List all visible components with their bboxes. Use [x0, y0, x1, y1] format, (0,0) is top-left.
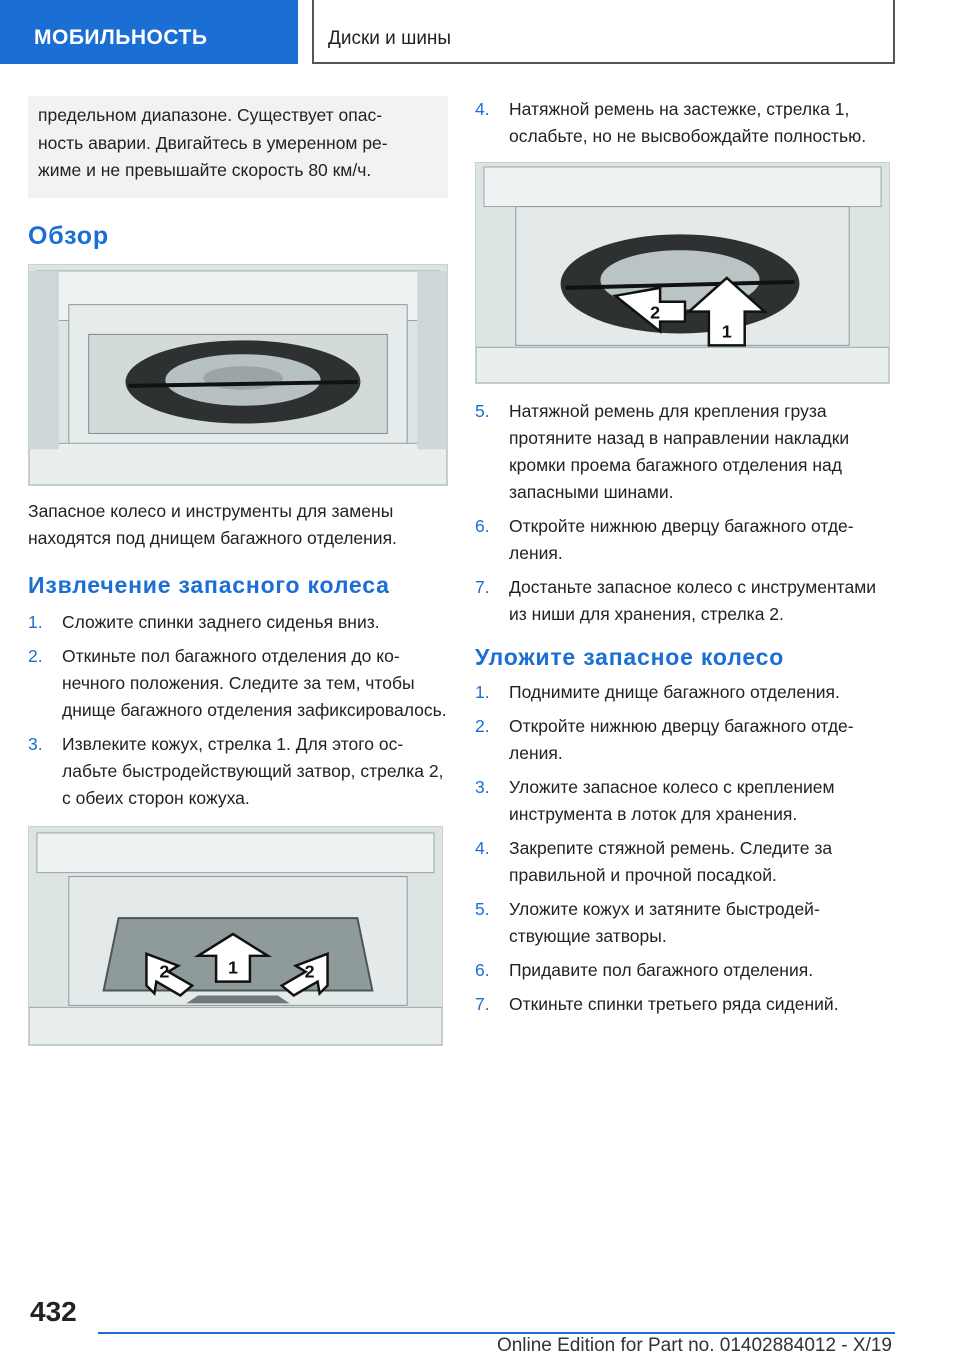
step-text: Откиньте пол багажного отделения до конечного положения. Следите за тем, чтобы днище багажного отделения зафиксировалось. [62, 646, 447, 720]
step-number: 4. [475, 99, 490, 119]
strap-arrow-label-2: 2 [650, 302, 661, 323]
step-text: Откройте нижнюю дверцу багажного отделения. [509, 716, 854, 763]
overview-heading: Обзор [28, 222, 109, 250]
step-text: Достаньте запасное колесо с инструментами из ниши для хранения, стрелка 2. [509, 577, 876, 624]
warning-line: ность аварии. Двигайтесь в умеренном ре- [38, 132, 388, 153]
warning-line: предельном диапазоне. Существует опас- [38, 105, 383, 125]
step-text: Придавите пол багажного отделения. [509, 960, 814, 980]
step-text: Закрепите стяжной ремень. Следите за правильной и прочной посадкой. [509, 838, 833, 885]
step-text: Натяжной ремень на застежке, стрелка 1, ослабьте, но не высвобождайте полностью. [509, 99, 867, 146]
list-item [28, 643, 448, 724]
step-number: 7. [475, 994, 490, 1014]
step-number: 2. [28, 646, 43, 666]
section-title: МОБИЛЬНОСТЬ [34, 26, 208, 49]
footer-divider [98, 1332, 895, 1334]
removal-steps-continued-2 [475, 398, 895, 628]
step-number: 6. [475, 960, 490, 980]
figure-cover-removal [28, 826, 443, 1046]
warning-line: жиме и не превышайте скорость 80 км/ч. [38, 160, 372, 180]
strap-release-illustration [476, 163, 889, 383]
step-number: 1. [28, 612, 43, 632]
list-item [475, 574, 895, 628]
arrow-label-1: 1 [228, 957, 238, 978]
step-number: 5. [475, 899, 490, 919]
step-text: Поднимите днище багажного отделения. [509, 682, 840, 702]
stow-heading: Уложите запасное колесо [475, 644, 785, 670]
step-number: 4. [475, 838, 490, 858]
list-item [28, 731, 448, 812]
step-text: Натяжной ремень для крепления груза протяните назад в направлении накладки кромки проема багажного отделения над запасными шинами. [509, 401, 850, 502]
list-item [475, 513, 895, 567]
warning-box [28, 96, 448, 198]
step-number: 1. [475, 682, 490, 702]
list-item [475, 957, 895, 984]
right-column [475, 96, 895, 1025]
figure-overview [28, 264, 448, 486]
step-number: 5. [475, 401, 490, 421]
step-text: Откройте нижнюю дверцу багажного отделения. [509, 516, 854, 563]
step-number: 2. [475, 716, 490, 736]
trunk-spare-wheel-illustration [29, 265, 447, 485]
step-number: 6. [475, 516, 490, 536]
step-text: Откиньте спинки третьего ряда сидений. [509, 994, 839, 1014]
list-item [475, 398, 895, 506]
arrow-label-2-left: 2 [159, 961, 170, 982]
step-text: Уложите запасное колесо с креплением инструмента в лоток для хранения. [509, 777, 835, 824]
left-column [28, 96, 448, 1046]
step-text: Уложите кожух и затяните быстродействующие затворы. [509, 899, 820, 946]
step-number: 3. [28, 734, 43, 754]
figure-strap [475, 162, 890, 384]
chapter-header [312, 0, 895, 64]
page-number: 432 [30, 1296, 77, 1327]
strap-arrow-label-1: 1 [721, 321, 732, 342]
list-item [475, 713, 895, 767]
cover-removal-illustration [29, 827, 442, 1045]
removal-heading: Извлечение запасного колеса [28, 572, 390, 598]
step-number: 7. [475, 577, 490, 597]
chapter-title: Диски и шины [328, 28, 452, 49]
list-item [475, 896, 895, 950]
list-item [475, 679, 895, 706]
step-text: Извлеките кожух, стрелка 1. Для этого ослабьте быстродействующий затвор, стрелка 2, с обеих сторон кожуха. [62, 734, 444, 808]
step-number: 3. [475, 777, 490, 797]
stow-steps [475, 679, 895, 1018]
list-item [475, 835, 895, 889]
list-item [475, 991, 895, 1018]
step-text: Сложите спинки заднего сиденья вниз. [62, 612, 380, 632]
list-item [475, 96, 895, 150]
list-item [28, 609, 448, 636]
list-item [475, 774, 895, 828]
removal-steps-continued [475, 96, 895, 150]
arrow-label-2-right: 2 [304, 961, 315, 982]
overview-caption: Запасное колесо и инструменты для замены находятся под днищем багажного отделения. [28, 501, 397, 548]
edition-note: Online Edition for Part no. 01402884012 - X/19 [496, 1335, 892, 1356]
section-tab[interactable] [0, 0, 298, 64]
removal-steps [28, 609, 448, 812]
